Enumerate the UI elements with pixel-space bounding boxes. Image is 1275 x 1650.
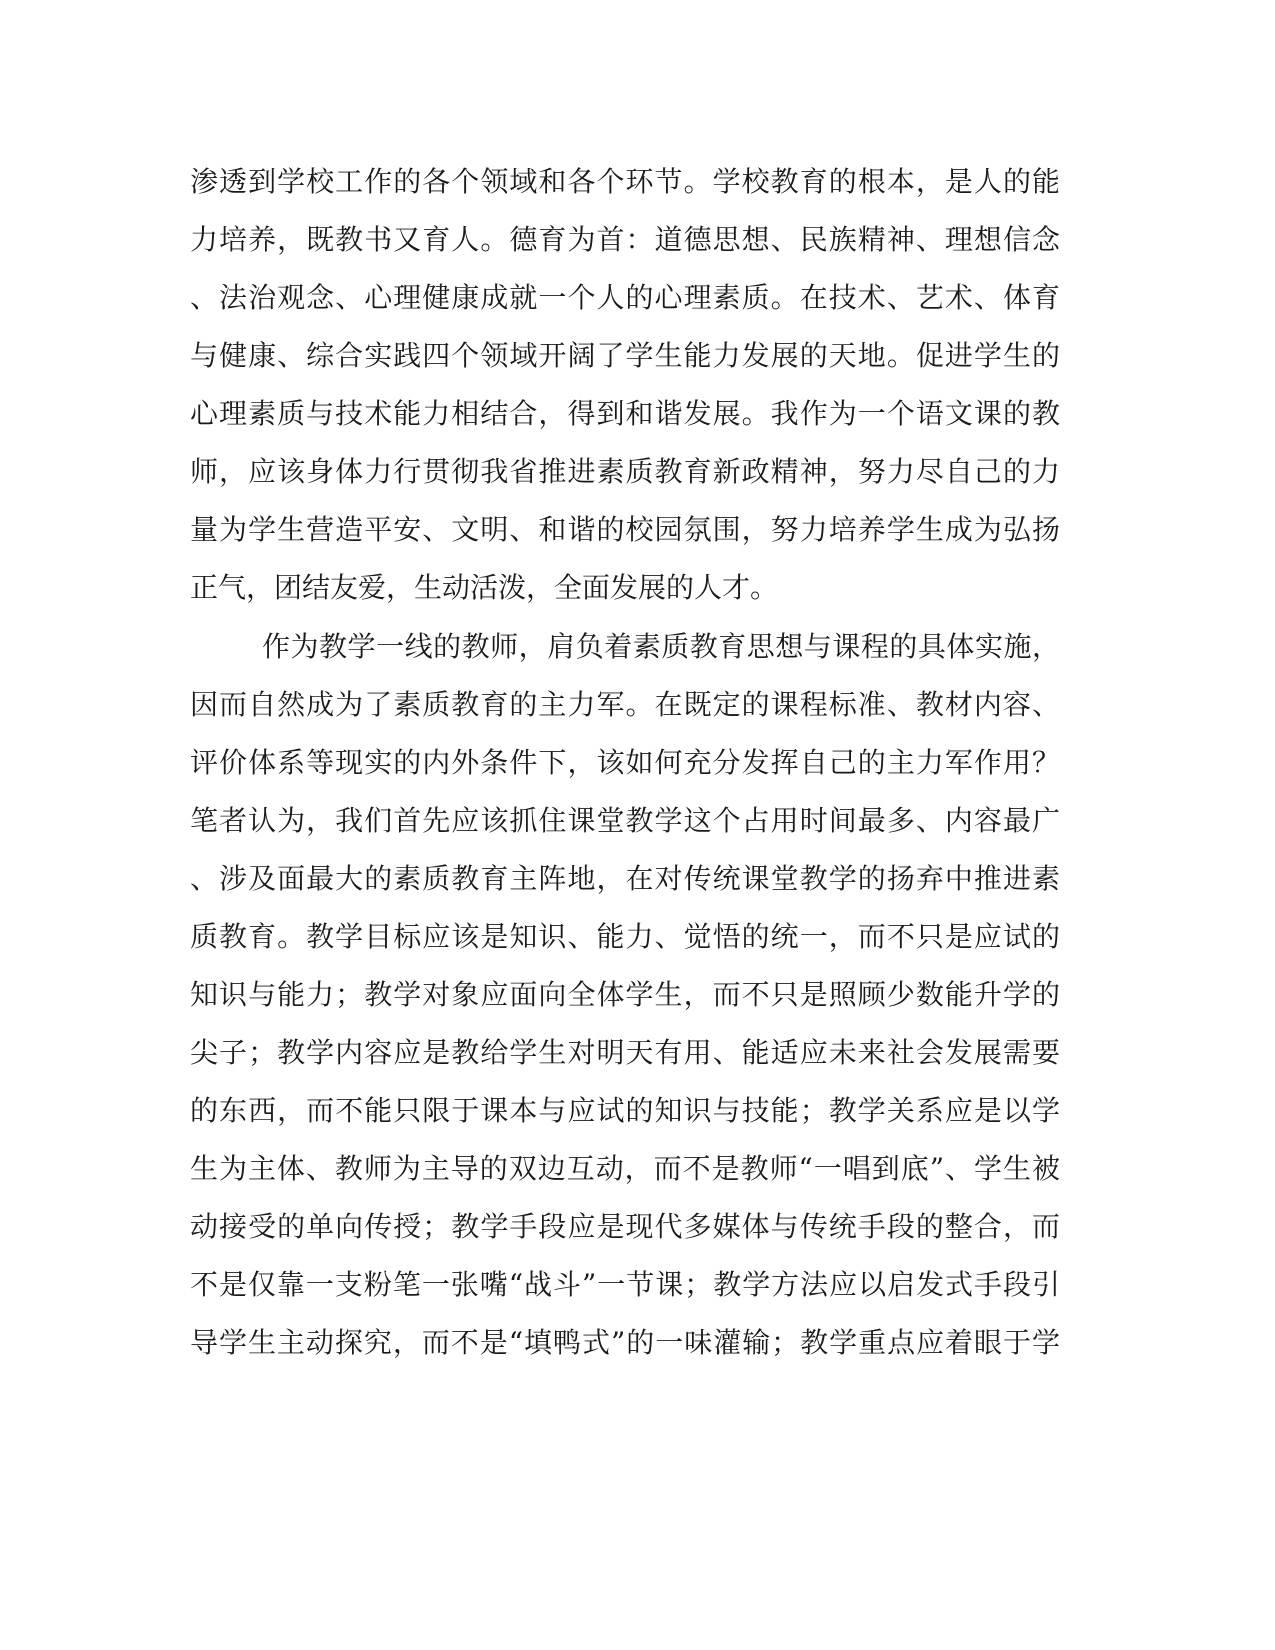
text-line: 量为学生营造平安、文明、和谐的校园氛围，努力培养学生成为弘扬 bbox=[190, 513, 1060, 546]
text-line: 与健康、综合实践四个领域开阔了学生能力发展的天地。促进学生的 bbox=[190, 339, 1060, 372]
text-line: 、法治观念、心理健康成就一个人的心理素质。在技术、艺术、体育 bbox=[190, 281, 1060, 314]
text-line: 动接受的单向传授；教学手段应是现代多媒体与传统手段的整合，而 bbox=[190, 1210, 1060, 1243]
paragraph-first-line: 作为教学一线的教师，肩负着素质教育思想与课程的具体实施， bbox=[262, 630, 1060, 663]
text-line: 因而自然成为了素质教育的主力军。在既定的课程标准、教材内容、 bbox=[190, 688, 1060, 721]
text-line: 不是仅靠一支粉笔一张嘴“战斗”一节课；教学方法应以启发式手段引 bbox=[190, 1268, 1060, 1301]
text-line: 渗透到学校工作的各个领域和各个环节。学校教育的根本，是人的能 bbox=[190, 165, 1060, 198]
text-line: 笔者认为，我们首先应该抓住课堂教学这个占用时间最多、内容最广 bbox=[190, 804, 1060, 837]
text-line: 导学生主动探究，而不是“填鸭式”的一味灌输；教学重点应着眼于学 bbox=[190, 1326, 1060, 1359]
text-line: 生为主体、教师为主导的双边互动，而不是教师“一唱到底”、学生被 bbox=[190, 1152, 1060, 1185]
text-line: 知识与能力；教学对象应面向全体学生，而不只是照顾少数能升学的 bbox=[190, 978, 1060, 1011]
text-line: 的东西，而不能只限于课本与应试的知识与技能；教学关系应是以学 bbox=[190, 1094, 1060, 1127]
text-line: 力培养，既教书又育人。德育为首：道德思想、民族精神、理想信念 bbox=[190, 223, 1060, 256]
text-line: 、涉及面最大的素质教育主阵地，在对传统课堂教学的扬弃中推进素 bbox=[190, 862, 1060, 895]
text-line: 师，应该身体力行贯彻我省推进素质教育新政精神，努力尽自己的力 bbox=[190, 455, 1060, 488]
text-line: 正气，团结友爱，生动活泼，全面发展的人才。 bbox=[190, 571, 779, 604]
text-line: 心理素质与技术能力相结合，得到和谐发展。我作为一个语文课的教 bbox=[190, 397, 1060, 430]
text-line: 评价体系等现实的内外条件下，该如何充分发挥自己的主力军作用？ bbox=[190, 746, 1060, 779]
text-line: 质教育。教学目标应该是知识、能力、觉悟的统一，而不只是应试的 bbox=[190, 920, 1060, 953]
text-line: 尖子；教学内容应是教给学生对明天有用、能适应未来社会发展需要 bbox=[190, 1036, 1060, 1069]
